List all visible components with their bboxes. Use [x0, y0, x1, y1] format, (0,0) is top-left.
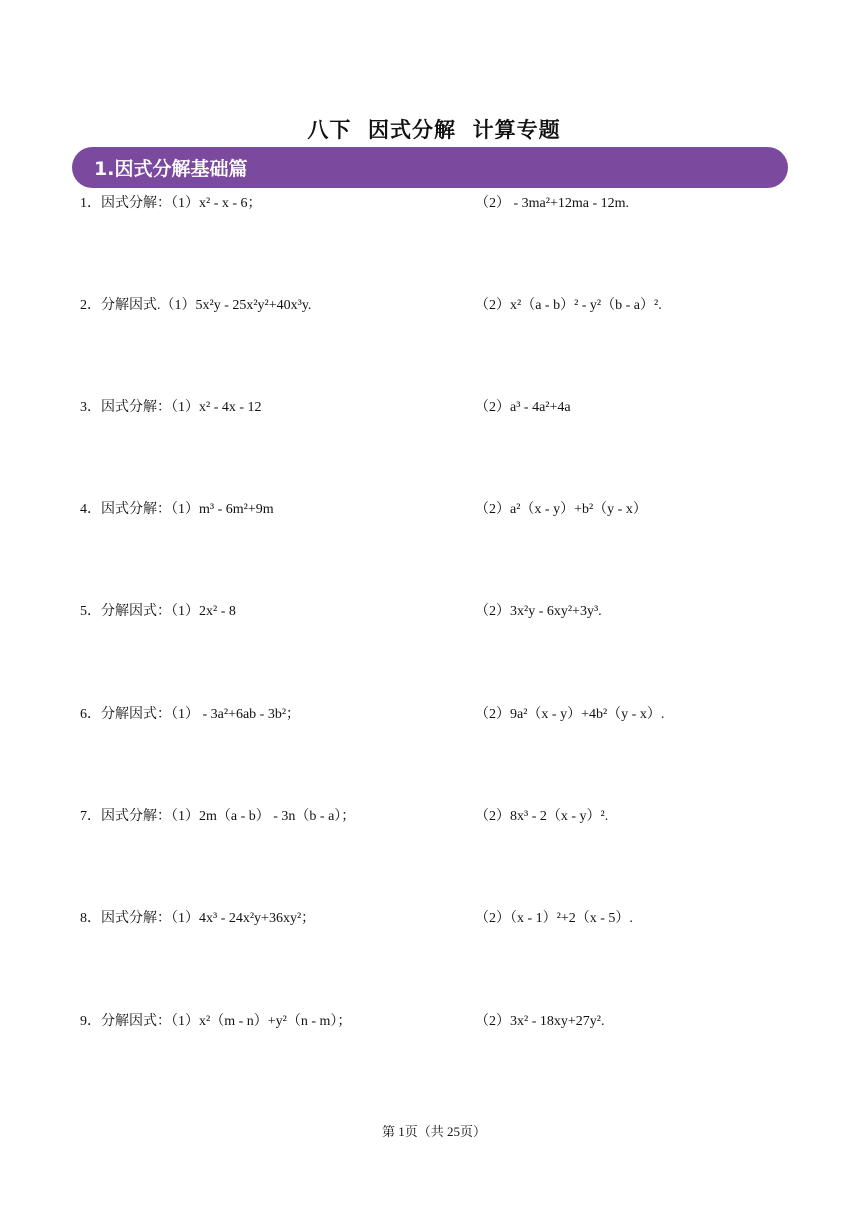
problem-row: [0, 1011, 868, 1033]
problem-part-1: 1．因式分解：（1）x² - x - 6；: [80, 196, 262, 211]
problem-part-1: 8．因式分解：（1）4x³ - 24x²y+36xy²；: [80, 911, 316, 926]
problem-part-2: （2） - 3ma²+12ma - 12m.: [475, 196, 630, 211]
problem-row: [0, 908, 868, 930]
problem-part-2: （2）8x³ - 2（x - y）².: [475, 809, 609, 824]
problem-part-2: （2）a³ - 4a²+4a: [475, 400, 571, 415]
problem-part-1: 7．因式分解：（1）2m（a - b） - 3n（b - a）；: [80, 809, 356, 824]
problem-part-2: （2）9a²（x - y）+4b²（y - x）.: [475, 707, 665, 722]
problem-part-2: （2）（x - 1）²+2（x - 5）.: [475, 911, 633, 926]
problem-row: [0, 397, 868, 419]
problem-part-1: 6．分解因式：（1） - 3a²+6ab - 3b²；: [80, 707, 301, 722]
problem-part-1: 4．因式分解：（1）m³ - 6m²+9m: [80, 502, 274, 517]
problem-part-1: 3．因式分解：（1）x² - 4x - 12: [80, 400, 262, 415]
problem-part-1: 9．分解因式：（1）x²（m - n）+y²（n - m）；: [80, 1014, 352, 1029]
section-heading: 1.因式分解基础篇: [94, 158, 248, 180]
problem-part-1: 5．分解因式：（1）2x² - 8: [80, 604, 236, 619]
problem-part-2: （2）a²（x - y）+b²（y - x）: [475, 502, 647, 517]
problem-part-1: 2．分解因式.（1）5x²y - 25x²y²+40x³y.: [80, 298, 312, 313]
page-title: 八下 因式分解 计算专题: [307, 118, 561, 142]
problem-row: [0, 806, 868, 828]
problem-part-2: （2）3x²y - 6xy²+3y³.: [475, 604, 602, 619]
problem-row: [0, 601, 868, 623]
problem-row: [0, 704, 868, 726]
section-banner: [72, 147, 788, 188]
problem-row: [0, 499, 868, 521]
problem-part-2: （2）3x² - 18xy+27y².: [475, 1014, 605, 1029]
problem-part-2: （2）x²（a - b）² - y²（b - a）².: [475, 298, 662, 313]
problem-row: [0, 295, 868, 317]
problem-row: [0, 193, 868, 215]
page-footer: 第 1页（共 25页）: [381, 1124, 486, 1139]
